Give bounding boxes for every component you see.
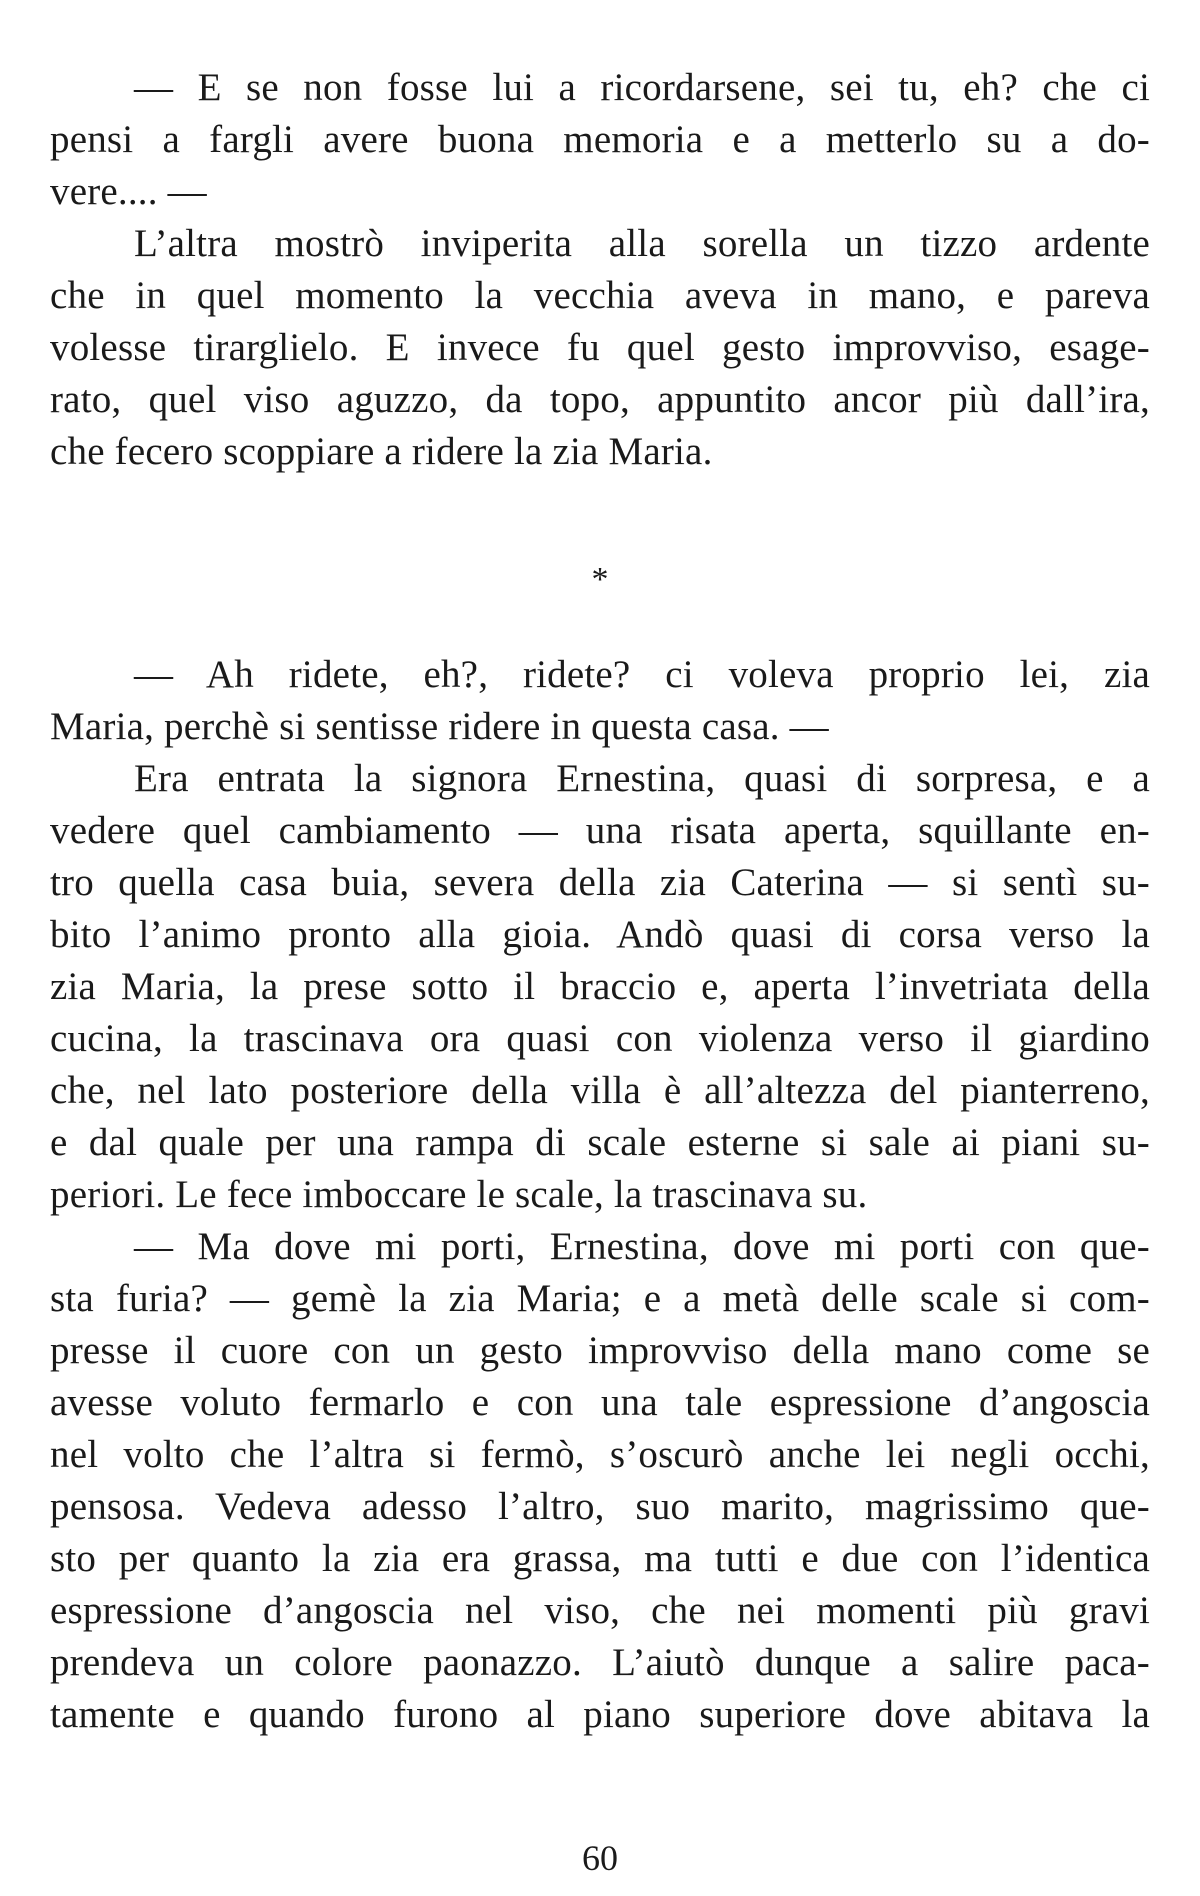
text-line: presse il cuore con un gesto improvviso della mano come se [50, 1329, 1150, 1372]
text-line: rato, quel viso aguzzo, da topo, appuntito ancor più dall’ira, [50, 378, 1150, 421]
text-line: cucina, la trascinava ora quasi con violenza verso il giardino [50, 1017, 1150, 1060]
text-line: tamente e quando furono al piano superiore dove abitava la [50, 1693, 1150, 1736]
text-line: Maria, perchè si sentisse ridere in questa casa. — [50, 705, 829, 748]
text-line: volesse tirarglielo. E invece fu quel gesto improvviso, esage- [50, 326, 1150, 369]
text-line: avesse voluto fermarlo e con una tale espressione d’angoscia [50, 1381, 1150, 1424]
text-line: sta furia? — gemè la zia Maria; e a metà delle scale si com- [50, 1277, 1150, 1320]
text-line: periori. Le fece imboccare le scale, la trascinava su. [50, 1173, 868, 1216]
text-line: — Ma dove mi porti, Ernestina, dove mi porti con que- [134, 1225, 1150, 1268]
text-line: tro quella casa buia, severa della zia Caterina — si sentì su- [50, 861, 1150, 904]
text-line: zia Maria, la prese sotto il braccio e, aperta l’invetriata della [50, 965, 1150, 1008]
text-line: pensosa. Vedeva adesso l’altro, suo marito, magrissimo que- [50, 1485, 1150, 1528]
text-line: vere.... — [50, 170, 207, 213]
text-line: L’altra mostrò inviperita alla sorella un tizzo ardente [134, 222, 1150, 265]
text-line: espressione d’angoscia nel viso, che nei momenti più gravi [50, 1589, 1150, 1632]
text-line: nel volto che l’altra si fermò, s’oscurò anche lei negli occhi, [50, 1433, 1150, 1476]
text-line: vedere quel cambiamento — una risata aperta, squillante en- [50, 809, 1150, 852]
text-line: pensi a fargli avere buona memoria e a metterlo su a do- [50, 118, 1150, 161]
page-number: 60 [582, 1838, 618, 1878]
text-line: che, nel lato posteriore della villa è all’altezza del pianterreno, [50, 1069, 1150, 1112]
text-line: e dal quale per una rampa di scale esterne si sale ai piani su- [50, 1121, 1150, 1164]
text-line: — E se non fosse lui a ricordarsene, sei tu, eh? che ci [134, 66, 1150, 109]
text-line: che in quel momento la vecchia aveva in mano, e pareva [50, 274, 1150, 317]
text-line: — Ah ridete, eh?, ridete? ci voleva proprio lei, zia [134, 653, 1150, 696]
text-line: prendeva un colore paonazzo. L’aiutò dunque a salire paca- [50, 1641, 1150, 1684]
text-line: che fecero scoppiare a ridere la zia Maria. [50, 430, 713, 473]
section-break-asterisk: * [591, 561, 609, 598]
text-line: bito l’animo pronto alla gioia. Andò quasi di corsa verso la [50, 913, 1150, 956]
text-line: Era entrata la signora Ernestina, quasi di sorpresa, e a [134, 757, 1150, 800]
text-line: sto per quanto la zia era grassa, ma tutti e due con l’identica [50, 1537, 1150, 1580]
